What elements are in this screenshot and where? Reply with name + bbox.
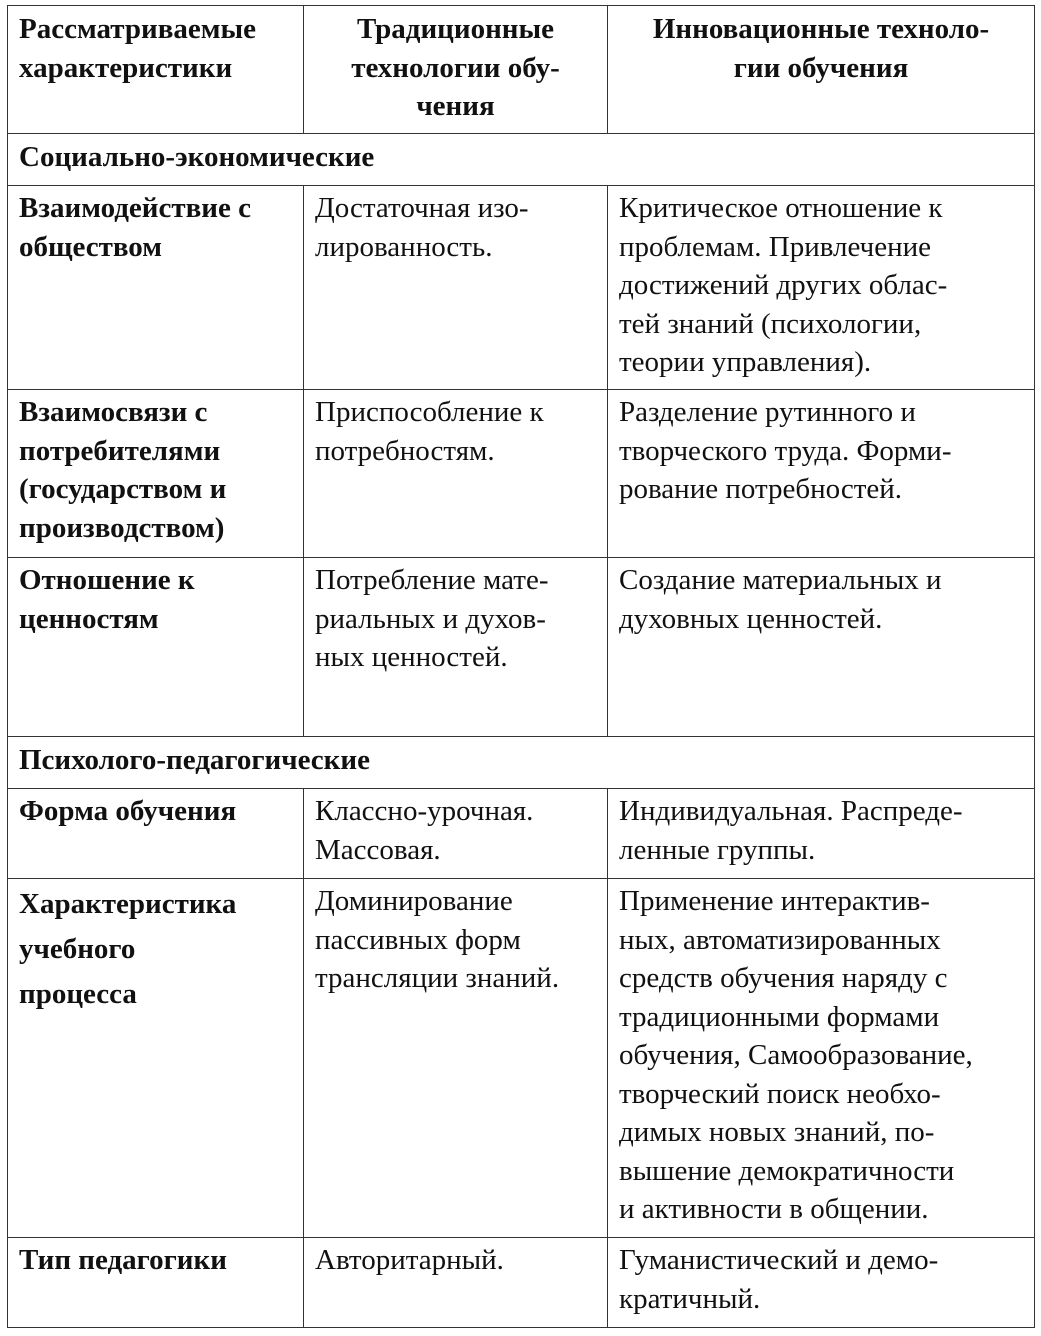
header-row [8,6,1035,134]
row-traditional: Доминирование пассивных форм трансляции знаний. [304,879,608,1238]
row-traditional: Потребление мате- риальных и духов- ных ценностей. [304,558,608,737]
row-innovative: Разделение рутинного и творческого труда. Форми- рование потребностей. [608,390,1035,558]
row-characteristic: Взаимосвязи с потребителями (государством и производством) [8,390,304,558]
header-innovative: Инновационные техноло- гии обучения [608,6,1035,134]
table-row [8,879,1035,1238]
row-innovative: Гуманистический и демо- кратичный. [608,1238,1035,1328]
row-innovative: Критическое отношение к проблемам. Привлечение достижений других облас- тей знаний (психологии, теории управления). [608,186,1035,390]
table-row [8,390,1035,558]
row-innovative: Создание материальных и духовных ценностей. [608,558,1035,737]
row-traditional: Приспособление к потребностям. [304,390,608,558]
row-traditional: Классно-урочная. Массовая. [304,789,608,879]
row-characteristic: Форма обучения [8,789,304,879]
row-characteristic: Взаимодействие с обществом [8,186,304,390]
row-innovative: Применение интерактив- ных, автоматизированных средств обучения наряду с традиционными формами обучения, Самообразование, творческий поиск необхо- димых новых знаний, по- вышение демократичности и активности в общении. [608,879,1035,1238]
section-title-socio-economic: Социально-экономические [8,134,1035,186]
section-title-psycho-pedagogical: Психолого-педагогические [8,737,1035,789]
header-characteristics: Рассматриваемые характеристики [8,6,304,134]
row-traditional: Достаточная изо- лированность. [304,186,608,390]
table-row [8,789,1035,879]
table-row [8,1238,1035,1328]
row-characteristic: Характеристика учебного процесса [8,879,304,1238]
table-row [8,186,1035,390]
comparison-table [7,5,1035,1328]
row-characteristic: Отношение к ценностям [8,558,304,737]
row-traditional: Авторитарный. [304,1238,608,1328]
row-innovative: Индивидуальная. Распреде- ленные группы. [608,789,1035,879]
section-row [8,134,1035,186]
section-row [8,737,1035,789]
row-characteristic: Тип педагогики [8,1238,304,1328]
table-row [8,558,1035,737]
header-traditional: Традиционные технологии обу- чения [304,6,608,134]
